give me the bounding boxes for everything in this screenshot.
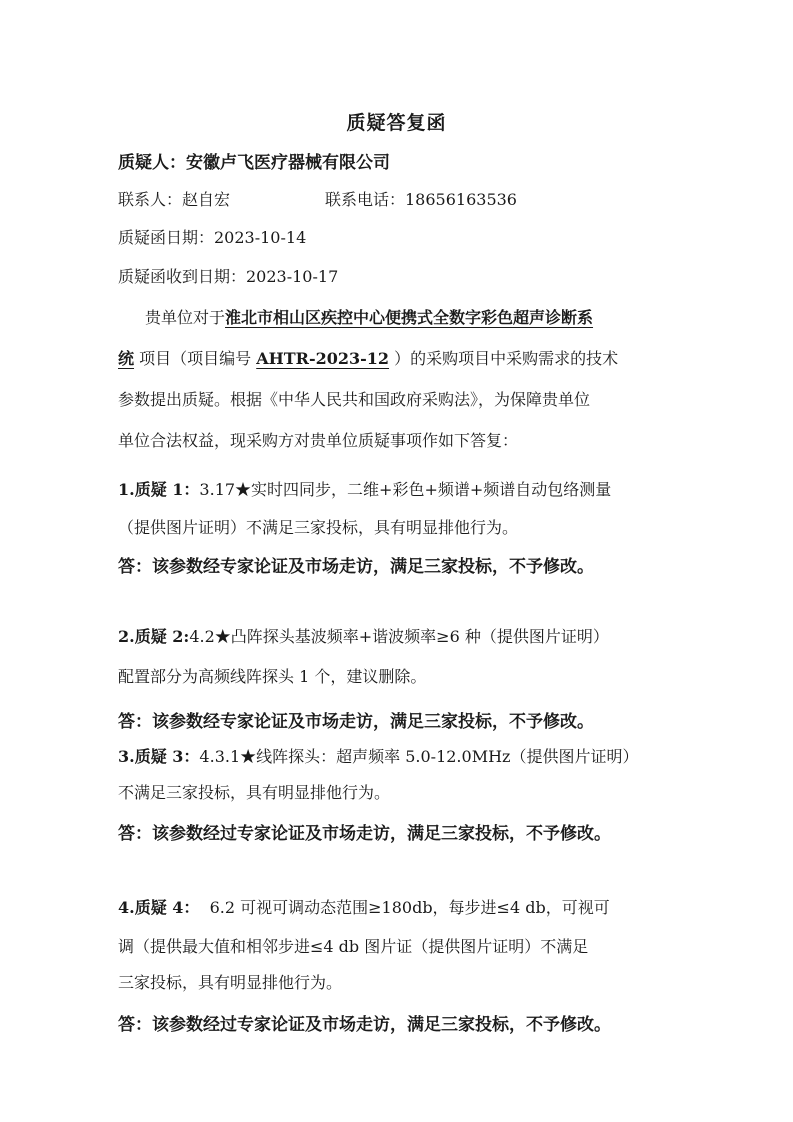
intro-line-4: 单位合法权益，现采购方对贵单位质疑事项作如下答复：: [118, 431, 519, 450]
page-title: 质疑答复函: [346, 112, 447, 134]
project-code: AHTR-2023-12: [256, 349, 390, 368]
question-2-line-1: [118, 624, 609, 647]
intro-line-3: 参数提出质疑。根据《中华人民共和国政府采购法》，为保障贵单位: [118, 390, 591, 409]
received-date: 质疑函收到日期：2023-10-17: [118, 267, 339, 286]
question-3-line-2: 不满足三家投标，具有明显排他行为。: [118, 783, 391, 802]
intro-line-1: [145, 305, 593, 328]
question-1-line-2: （提供图片证明）不满足三家投标，具有明显排他行为。: [118, 518, 519, 537]
project-name-part-2: 统: [118, 349, 135, 368]
intro-text-3: ）的采购项目中采购需求的技术: [394, 349, 619, 368]
project-name-part-1: 淮北市相山区疾控中心便携式全数字彩色超声诊断系: [225, 308, 594, 327]
question-3-label: 3.质疑 3：: [118, 747, 200, 766]
answer-2: 答：该参数经专家论证及市场走访，满足三家投标，不予修改。: [118, 712, 594, 732]
question-1-text-1: 3.17★实时四同步，二维+彩色+频谱+频谱自动包络测量: [199, 480, 612, 499]
answer-4: 答：该参数经过专家论证及市场走访，满足三家投标，不予修改。: [118, 1015, 611, 1035]
answer-1: 答：该参数经专家论证及市场走访，满足三家投标，不予修改。: [118, 557, 594, 577]
question-2-line-2: 配置部分为高频线阵探头 1 个，建议删除。: [118, 667, 427, 686]
question-4-line-1: [118, 895, 610, 918]
intro-text-1: 贵单位对于: [145, 308, 226, 327]
question-4-line-2: 调（提供最大值和相邻步进≤4 db 图片证（提供图片证明）不满足: [118, 937, 589, 956]
letter-date: 质疑函日期：2023-10-14: [118, 228, 307, 247]
answer-3: 答：该参数经过专家论证及市场走访，满足三家投标，不予修改。: [118, 824, 611, 844]
question-4-text-1: 6.2 可视可调动态范围≥180db，每步进≤4 db，可视可: [209, 898, 610, 917]
question-3-line-1: [118, 744, 638, 767]
question-4-line-3: 三家投标，具有明显排他行为。: [118, 973, 343, 992]
question-4-label: 4.质疑 4：: [118, 898, 200, 917]
intro-line-2: [118, 346, 618, 369]
question-2-label: 2.质疑 2:: [118, 627, 190, 646]
question-1-label: 1.质疑 1：: [118, 480, 200, 499]
question-1-line-1: [118, 477, 611, 500]
intro-text-2: 项目（项目编号: [139, 349, 252, 368]
question-2-text-1: 4.2★凸阵探头基波频率+谐波频率≥6 种（提供图片证明）: [189, 627, 609, 646]
questioner-line: 质疑人：安徽卢飞医疗器械有限公司: [118, 153, 390, 173]
question-3-text-1: 4.3.1★线阵探头：超声频率 5.0-12.0MHz（提供图片证明）: [199, 747, 639, 766]
contact-phone: 联系电话：18656163536: [325, 190, 517, 209]
contact-person: 联系人：赵自宏: [118, 190, 231, 209]
